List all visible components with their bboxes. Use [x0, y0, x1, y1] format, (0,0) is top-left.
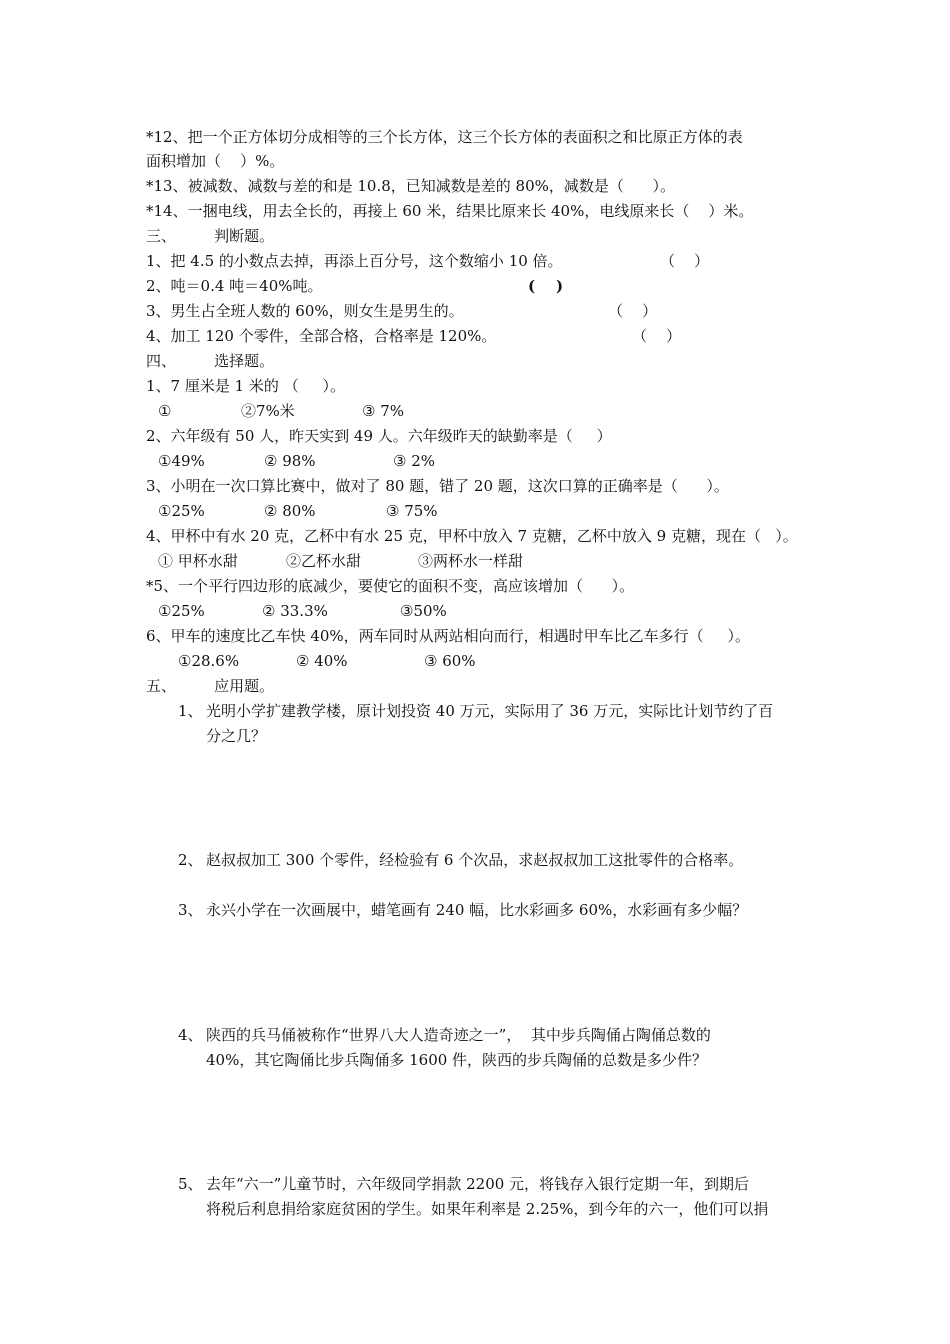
choice-5-option-a[interactable]: ①25%: [158, 602, 205, 620]
app-item-5-line2: 将税后利息捐给家庭贫困的学生。如果年利率是 2.25%，到今年的六一，他们可以捐: [206, 1200, 769, 1218]
tf-item-2: 2、吨＝0.4 吨＝40%吨。: [146, 277, 323, 295]
tf-answer-blank-1[interactable]: （ ）: [660, 252, 710, 270]
app-item-1-line1: 光明小学扩建教学楼，原计划投资 40 万元，实际用了 36 万元，实际比计划节约了百: [206, 702, 774, 720]
choice-2-option-b[interactable]: ② 98%: [264, 452, 316, 470]
choice-4-option-b[interactable]: ②乙杯水甜: [286, 552, 362, 570]
app-item-5-number: 5、: [178, 1175, 203, 1193]
choice-4-option-a[interactable]: ① 甲杯水甜: [158, 552, 238, 570]
choice-item-5: *5、一个平行四边形的底减少，要使它的面积不变，高应该增加（ ）。: [146, 577, 635, 595]
choice-5-option-b[interactable]: ② 33.3%: [262, 602, 328, 620]
app-item-1-number: 1、: [178, 702, 203, 720]
tf-answer-blank-4[interactable]: （ ）: [632, 327, 682, 345]
choice-item-3: 3、小明在一次口算比赛中，做对了 80 题，错了 20 题，这次口算的正确率是（ ）。: [146, 477, 729, 495]
tf-item-1: 1、把 4.5 的小数点去掉，再添上百分号，这个数缩小 10 倍。: [146, 252, 563, 270]
app-item-3-line1: 永兴小学在一次画展中，蜡笔画有 240 幅，比水彩画多 60%，水彩画有多少幅？: [206, 901, 748, 919]
choice-item-6: 6、甲车的速度比乙车快 40%，两车同时从两站相向而行，相遇时甲车比乙车多行（ ）。: [146, 627, 750, 645]
choice-item-2: 2、六年级有 50 人，昨天实到 49 人。六年级昨天的缺勤率是（ ）: [146, 427, 612, 445]
choice-6-option-c[interactable]: ③ 60%: [424, 652, 476, 670]
tf-answer-blank-3[interactable]: （ ）: [608, 302, 658, 320]
app-item-4-line1: 陕西的兵马俑被称作“世界八大人造奇迹之一”， 其中步兵陶俑占陶俑总数的: [206, 1026, 711, 1044]
choice-item-4: 4、甲杯中有水 20 克，乙杯中有水 25 克，甲杯中放入 7 克糖，乙杯中放入 9 克糖，现在（ ）。: [146, 527, 798, 545]
choice-2-option-c[interactable]: ③ 2%: [393, 452, 436, 470]
choice-6-option-b[interactable]: ② 40%: [296, 652, 348, 670]
choice-5-option-c[interactable]: ③50%: [400, 602, 447, 620]
choice-6-option-a[interactable]: ①28.6%: [178, 652, 240, 670]
app-item-1-line2: 分之几？: [206, 727, 267, 745]
app-item-2-number: 2、: [178, 851, 203, 869]
tf-answer-blank-2[interactable]: ( ): [528, 277, 564, 295]
choice-1-option-a[interactable]: ①: [158, 402, 172, 420]
choice-3-option-b[interactable]: ② 80%: [264, 502, 316, 520]
app-item-4-line2: 40%，其它陶俑比步兵陶俑多 1600 件，陕西的步兵陶俑的总数是多少件？: [206, 1051, 708, 1069]
section-heading-choice: 四、 选择题。: [146, 352, 275, 370]
app-item-5-line1: 去年“六一”儿童节时，六年级同学捐款 2200 元，将钱存入银行定期一年，到期后: [206, 1175, 750, 1193]
app-item-2-line1: 赵叔叔加工 300 个零件，经检验有 6 个次品，求赵叔叔加工这批零件的合格率。: [206, 851, 744, 869]
section-heading-true-false: 三、 判断题。: [146, 227, 275, 245]
app-item-3-number: 3、: [178, 901, 203, 919]
section-heading-application: 五、 应用题。: [146, 677, 275, 695]
question-13: *13、被减数、减数与差的和是 10.8，已知减数是差的 80%，减数是（ ）。: [146, 177, 675, 195]
choice-3-option-c[interactable]: ③ 75%: [386, 502, 438, 520]
choice-1-option-c[interactable]: ③ 7%: [362, 402, 405, 420]
choice-1-option-b[interactable]: ②7%米: [241, 402, 295, 420]
tf-item-3: 3、男生占全班人数的 60%，则女生是男生的。: [146, 302, 464, 320]
question-14: *14、一捆电线，用去全长的，再接上 60 米，结果比原来长 40%，电线原来长（ ）米。: [146, 202, 754, 220]
tf-item-4: 4、加工 120 个零件，全部合格，合格率是 120%。: [146, 327, 497, 345]
choice-item-1: 1、7 厘米是 1 米的 （ ）。: [146, 377, 346, 395]
question-12-line1: *12、把一个正方体切分成相等的三个长方体，这三个长方体的表面积之和比原正方体的表: [146, 128, 743, 146]
choice-2-option-a[interactable]: ①49%: [158, 452, 205, 470]
choice-3-option-a[interactable]: ①25%: [158, 502, 205, 520]
choice-4-option-c[interactable]: ③两杯水一样甜: [418, 552, 524, 570]
question-12-line2: 面积增加（ ）%。: [146, 152, 285, 170]
app-item-4-number: 4、: [178, 1026, 203, 1044]
